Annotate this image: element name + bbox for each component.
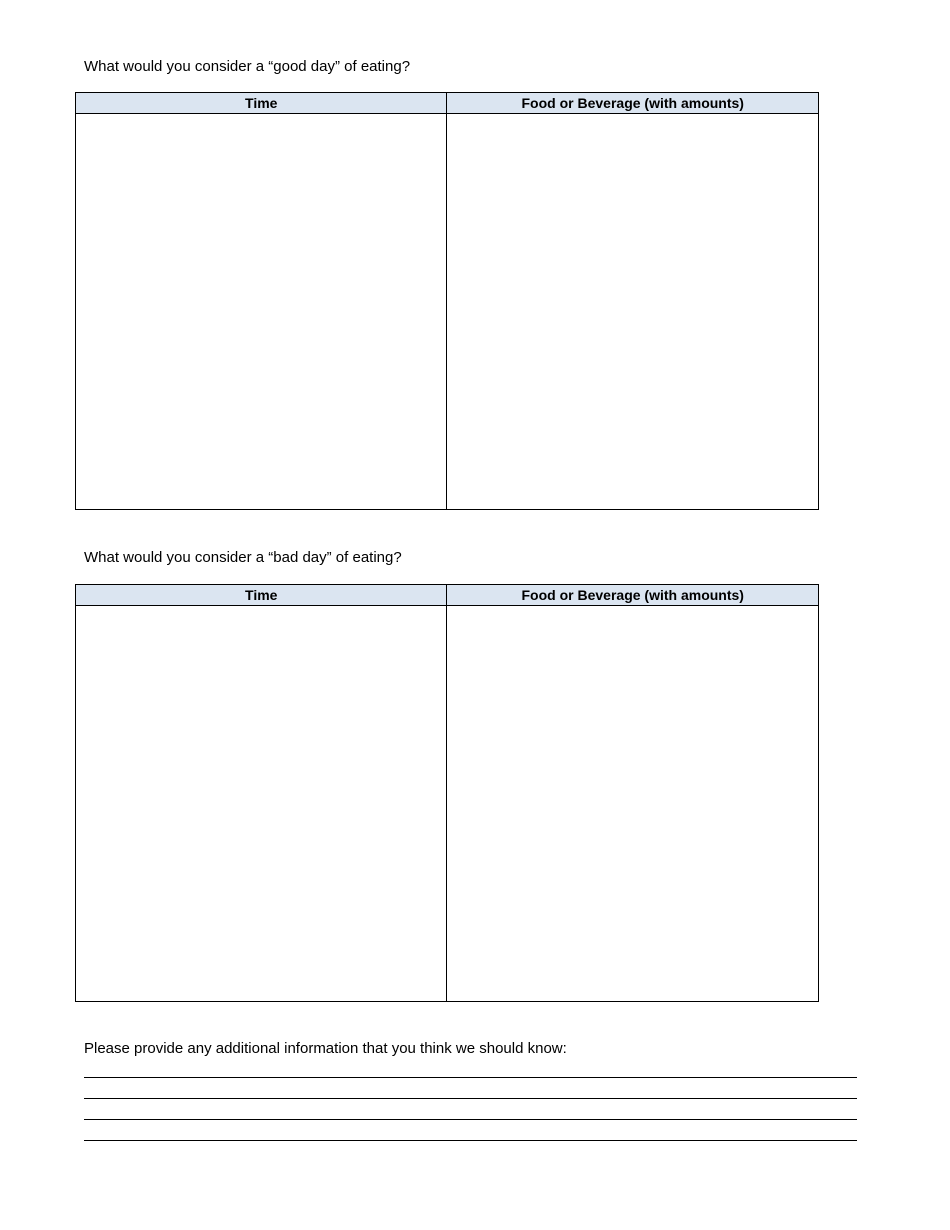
- good-day-time-cell[interactable]: [76, 114, 447, 510]
- bad-day-question: What would you consider a “bad day” of eating?: [84, 549, 402, 566]
- bad-day-food-cell[interactable]: [447, 606, 819, 1002]
- answer-line-3[interactable]: [84, 1119, 857, 1120]
- good-day-food-cell[interactable]: [447, 114, 819, 510]
- bad-day-time-cell[interactable]: [76, 606, 447, 1002]
- good-day-food-header: Food or Beverage (with amounts): [447, 93, 819, 114]
- bad-day-header-row: [76, 585, 819, 606]
- bad-day-food-header: Food or Beverage (with amounts): [447, 585, 819, 606]
- additional-info-prompt: Please provide any additional information that you think we should know:: [84, 1040, 567, 1057]
- good-day-header-row: [76, 93, 819, 114]
- bad-day-table: [75, 584, 819, 1002]
- good-day-entry-row: [76, 114, 819, 510]
- good-day-time-header: Time: [76, 93, 447, 114]
- good-day-table: [75, 92, 819, 510]
- good-day-question: What would you consider a “good day” of eating?: [84, 58, 411, 75]
- bad-day-entry-row: [76, 606, 819, 1002]
- bad-day-time-header: Time: [76, 585, 447, 606]
- answer-line-2[interactable]: [84, 1098, 857, 1099]
- answer-line-1[interactable]: [84, 1077, 857, 1078]
- answer-line-4[interactable]: [84, 1140, 857, 1141]
